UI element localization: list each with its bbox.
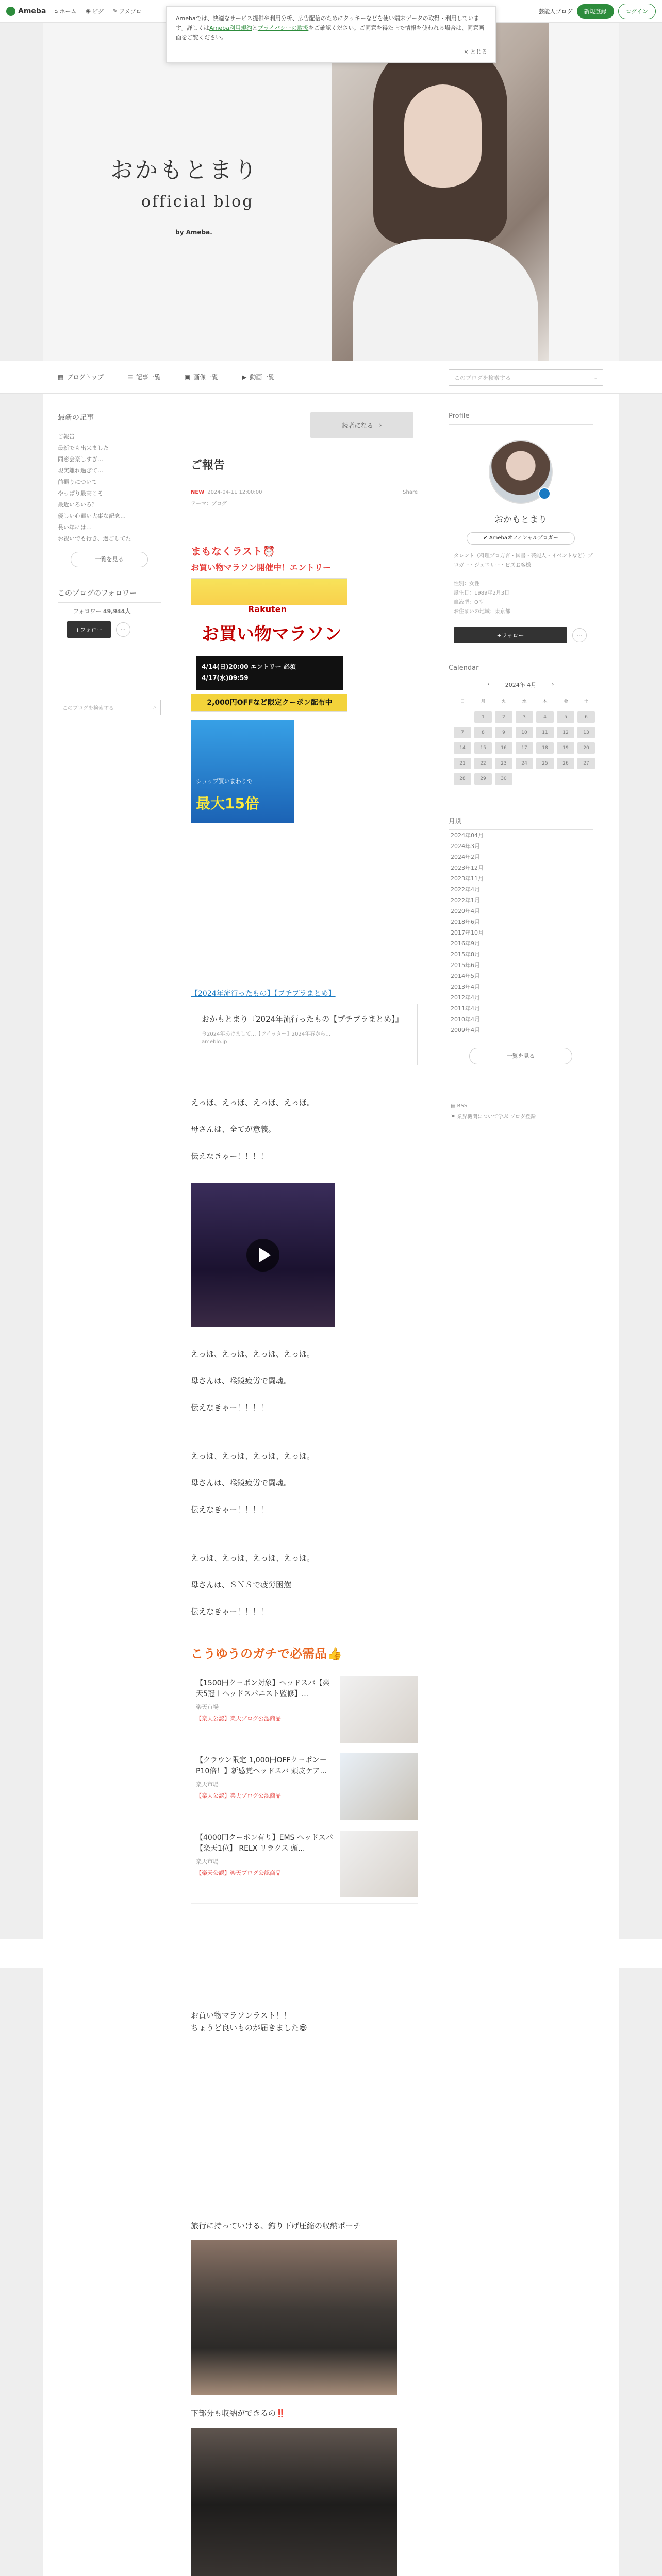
headline-last: まもなくラスト⏰ xyxy=(191,545,276,557)
recent-entry[interactable]: ご報告 xyxy=(58,433,75,440)
calendar-day[interactable]: 19 xyxy=(557,742,574,754)
pouch-photo[interactable] xyxy=(191,2240,397,2395)
calendar-day xyxy=(536,773,554,785)
image-icon: ▣ xyxy=(184,373,191,381)
product-image xyxy=(340,1676,418,1743)
home-icon: ⌂ xyxy=(54,8,58,14)
calendar-day[interactable]: 26 xyxy=(557,758,574,769)
calendar-day[interactable]: 15 xyxy=(474,742,492,754)
product-card[interactable]: 【1500円クーポン対象】ヘッドスパ【楽天5冠＋ヘッドスパニスト監修】... 楽天市場 【楽天公認】楽天ブログ公認商品 xyxy=(191,1672,418,1749)
profile-name[interactable]: おかもとまり xyxy=(494,515,547,525)
entry-text: 母さんは、全てが意義。 xyxy=(191,1125,276,1134)
profile-description: タレント（料理プロ方言・図書・芸能人・イベントなど）ブロガー・ジュエリー・ビズお客様 xyxy=(454,553,593,568)
search-icon[interactable]: ⌕ xyxy=(153,704,156,710)
archive-item[interactable]: 2011年4月 xyxy=(451,1005,480,1012)
calendar-month: 2024年 4月 xyxy=(505,682,537,688)
calendar-day[interactable]: 6 xyxy=(577,711,595,723)
profile-more-button[interactable] xyxy=(572,628,587,642)
follow-button[interactable]: +フォロー xyxy=(67,621,111,638)
archive-more-button[interactable]: 一覧を見る xyxy=(469,1048,572,1064)
blog-title: おかもとまり xyxy=(110,157,259,183)
archive-item[interactable]: 2013年4月 xyxy=(451,984,480,990)
new-badge: NEW xyxy=(191,489,205,495)
archive-item[interactable]: 2009年4月 xyxy=(451,1027,480,1033)
recent-entry[interactable]: 長い年には… xyxy=(58,524,92,531)
chevron-right-icon: › xyxy=(379,421,382,429)
right-sidebar xyxy=(449,412,593,1123)
entry-main-lower xyxy=(191,2009,418,2576)
recent-entry[interactable]: お祝いでも行き、過ごしてた xyxy=(58,535,131,542)
page-gap xyxy=(0,1939,662,1968)
archive-item[interactable]: 2014年5月 xyxy=(451,973,480,979)
calendar-day xyxy=(557,773,574,785)
followers-title: このブログのフォロワー xyxy=(58,588,161,603)
calendar-weekday: 水 xyxy=(522,699,527,704)
calendar-day[interactable]: 16 xyxy=(495,742,512,754)
profile-title: Profile xyxy=(449,412,593,425)
recent-entries-list xyxy=(58,431,161,545)
archive-item[interactable]: 2015年6月 xyxy=(451,962,480,969)
must-have-heading: こうゆうのガチで必需品👍 xyxy=(191,1647,342,1661)
calendar-day[interactable]: 24 xyxy=(516,758,533,769)
archive-item[interactable]: 2018年6月 xyxy=(451,919,480,925)
nav-ameblo[interactable]: ✎ アメブロ xyxy=(112,8,142,15)
calendar-day[interactable]: 14 xyxy=(454,742,471,754)
recent-entry[interactable]: 前撮りについて xyxy=(58,479,97,485)
entry-theme[interactable]: テーマ：ブログ xyxy=(191,501,227,507)
calendar-day[interactable]: 30 xyxy=(495,773,512,785)
calendar-day[interactable]: 13 xyxy=(577,727,595,738)
archive-item[interactable]: 2016年9月 xyxy=(451,940,480,947)
archive-item[interactable]: 2024年3月 xyxy=(451,843,480,850)
entry-text: えっほ、えっほ、えっほ、えっほ。 xyxy=(191,1098,315,1107)
entry-text: ちょうど良いものが届きました😄 xyxy=(191,2023,307,2032)
nav-image-list[interactable]: ▣ 画像一覧 xyxy=(184,373,219,381)
list-icon: ☰ xyxy=(127,373,133,381)
profile-follow-button[interactable]: +フォロー xyxy=(454,627,567,643)
ameba-logo[interactable]: Ameba xyxy=(6,7,46,16)
auth-area xyxy=(539,4,656,19)
entry-text: 下部分も収納ができるの‼️ xyxy=(191,2409,286,2418)
entry-meta xyxy=(191,484,418,495)
ameba-logo-icon xyxy=(6,7,15,16)
calendar-day[interactable]: 28 xyxy=(454,773,471,785)
calendar-day[interactable]: 9 xyxy=(495,727,512,738)
calendar-day[interactable]: 7 xyxy=(454,727,471,738)
calendar-grid xyxy=(449,696,593,785)
calendar-day xyxy=(516,773,533,785)
calendar-title: Calendar xyxy=(449,664,593,676)
entry-text: 伝えなきゃー！！！！ xyxy=(191,1607,269,1616)
archive-item[interactable]: 2023年12月 xyxy=(451,865,484,871)
entry-text: 伝えなきゃー！！！！ xyxy=(191,1151,269,1161)
calendar-day[interactable]: 8 xyxy=(474,727,492,738)
archive-item[interactable]: 2022年1月 xyxy=(451,897,480,904)
entry-text: お買い物マラソンラスト！！ xyxy=(191,2011,291,2020)
archive-item[interactable]: 2010年4月 xyxy=(451,1016,480,1023)
become-reader-button[interactable]: 読者になる › xyxy=(310,412,413,438)
archive-item[interactable]: 2023年11月 xyxy=(451,875,484,882)
next-month-icon[interactable]: › xyxy=(552,681,554,687)
archive-item[interactable]: 2012年4月 xyxy=(451,994,480,1001)
recent-more-button[interactable]: 一覧を見る xyxy=(71,552,148,567)
login-button[interactable]: ログイン xyxy=(618,4,656,19)
calendar-day[interactable]: 23 xyxy=(495,758,512,769)
product-card[interactable]: 【クラウン限定 1,000円OFFクーポン＋P10倍！】新感覚ヘッドスパ 頭皮ケア... 楽天市場 【楽天公認】楽天ブログ公認商品 xyxy=(191,1749,418,1826)
calendar-day[interactable]: 10 xyxy=(516,727,533,738)
celebrity-blog-link[interactable]: 芸能人ブログ xyxy=(538,8,573,15)
archive-item[interactable]: 2015年8月 xyxy=(451,951,480,958)
entry-text: 旅行に持っていける、釣り下げ圧縮の収納ポーチ xyxy=(191,2221,361,2230)
dots-icon: ⋯ xyxy=(120,626,126,633)
sidebar-search-input[interactable]: このブログを検索する ⌕ xyxy=(58,700,161,715)
entry-date: 2024-04-11 12:00:00 xyxy=(207,489,262,495)
entry-title: ご報告 xyxy=(191,459,225,472)
entry-video[interactable] xyxy=(191,1183,335,1327)
archive-item[interactable]: 2020年4月 xyxy=(451,908,480,914)
calendar-day[interactable]: 27 xyxy=(577,758,595,769)
calendar-day xyxy=(454,711,471,723)
rakuten-points-banner[interactable]: ショップ買いまわりで 最大15倍 xyxy=(191,720,294,823)
archive-item[interactable]: 2017年10月 xyxy=(451,929,484,936)
report-link[interactable]: ⚑ 業界機関について学ぶ ブログ登録 xyxy=(451,1114,536,1120)
calendar-day[interactable]: 12 xyxy=(557,727,574,738)
privacy-link[interactable]: プライバシーの取扱 xyxy=(257,24,309,31)
blog-nav-bar xyxy=(0,361,662,394)
official-blogger-badge[interactable]: ✔ Amebaオフィシャルブロガー xyxy=(467,532,575,545)
archive-item[interactable]: 2024年04月 xyxy=(451,832,484,839)
calendar-weekday: 日 xyxy=(460,699,465,704)
play-icon[interactable] xyxy=(246,1239,279,1272)
grid-icon: ▦ xyxy=(58,373,64,381)
product-image xyxy=(340,1831,418,1897)
prev-month-icon[interactable]: ‹ xyxy=(487,681,490,687)
calendar-day[interactable]: 4 xyxy=(536,711,554,723)
header-photo-shirt xyxy=(353,239,538,361)
product-image xyxy=(340,1753,418,1820)
archive xyxy=(449,816,593,1064)
followers-box xyxy=(58,588,161,638)
blog-subtitle: official blog xyxy=(141,193,254,211)
recent-entries-title: 最新の記事 xyxy=(58,412,161,427)
archive-list xyxy=(449,830,593,1036)
entry-text: 母さんは、ＳＮＳで疲労困憊 xyxy=(191,1580,292,1589)
recent-entry[interactable]: 最新でも出来ました xyxy=(58,445,109,451)
calendar-weekday: 火 xyxy=(501,699,506,704)
share-button[interactable]: Share xyxy=(403,489,418,495)
product-card[interactable]: 【4000円クーポン有り】EMS ヘッドスパ【楽天1位】 RELX リラクス 頭... 楽天市場 【楽天公認】楽天ブログ公認商品 xyxy=(191,1826,418,1904)
entry-text: 伝えなきゃー！！！！ xyxy=(191,1505,269,1514)
more-options-button[interactable] xyxy=(116,622,130,637)
archive-title: 月別 xyxy=(449,816,593,830)
flag-icon: ⚑ xyxy=(451,1114,457,1120)
entry-text: えっほ、えっほ、えっほ、えっほ。 xyxy=(191,1451,315,1461)
pen-icon: ✎ xyxy=(112,8,118,14)
check-icon: ✔ xyxy=(483,535,489,541)
blog-search-input[interactable]: このブログを検索する ⌕ xyxy=(449,369,603,386)
entry-main xyxy=(191,412,418,1904)
recent-entry[interactable]: 最近いろいろ？ xyxy=(58,501,97,508)
blog-header-image xyxy=(43,23,619,361)
recent-entry[interactable]: 優しい心遣い大事な記念… xyxy=(58,513,126,519)
profile-info: 性別：女性 誕生日：1989年2月3日 血液型：O型 お住まいの地域：東京都 xyxy=(454,581,510,615)
calendar-day[interactable]: 18 xyxy=(536,742,554,754)
blog-card[interactable]: おかもとまり『2024年流行ったもの【プチプラまとめ】』 今2024年あけまして…【ツイッター】2024年春から… ameblo.jp xyxy=(191,1004,418,1065)
entry-text: 伝えなきゃー！！！！ xyxy=(191,1403,269,1412)
nav-home[interactable]: ⌂ ホーム xyxy=(54,8,77,15)
entry-text: 母さんは、喉鏡疲労で闘魂。 xyxy=(191,1376,292,1385)
avatar[interactable] xyxy=(489,440,553,504)
by-ameba: by Ameba. xyxy=(175,229,212,236)
recent-entry[interactable]: 現実離れ過ぎて… xyxy=(58,467,103,474)
consent-close-button[interactable]: × とじる xyxy=(464,48,487,56)
nav-entry-list[interactable]: ☰ 記事一覧 xyxy=(127,373,161,381)
video-icon: ▶ xyxy=(242,373,247,381)
cookie-consent-dialog: Amebaでは、快適なサービス提供や利用分析、広告配信のためにクッキーなどを使い端末データの取得・利用しています。詳しくはAmeba利用規約とプライバシーの取扱をご確認ください。ご同意を得た上で情報を使われる場合は、同意画面をご覧ください。 × とじる xyxy=(166,6,496,63)
verified-badge-icon xyxy=(538,487,551,500)
nav-video-list[interactable]: ▶ 動画一覧 xyxy=(242,373,275,381)
left-sidebar xyxy=(58,412,161,715)
sidebar-links xyxy=(449,1100,593,1123)
header-photo-face xyxy=(404,84,482,188)
calendar-weekday: 土 xyxy=(584,699,589,704)
terms-link[interactable]: Ameba利用規約 xyxy=(209,24,252,31)
calendar-day[interactable]: 2 xyxy=(495,711,512,723)
recent-entry[interactable]: 同窓会楽しすぎ… xyxy=(58,456,103,463)
calendar-day[interactable]: 25 xyxy=(536,758,554,769)
related-entry-link[interactable]: 【2024年流行ったもの】【プチプラまとめ】 xyxy=(191,990,336,998)
nav-blog-top[interactable]: ▦ ブログトップ xyxy=(58,373,104,381)
calendar-day[interactable]: 20 xyxy=(577,742,595,754)
calendar-day[interactable]: 3 xyxy=(516,711,533,723)
rakuten-marathon-banner[interactable]: Rakuten お買い物マラソン 4/14(日)20:00 エントリー 必須 4/17(水)09:59 2,000円OFFなど限定クーポン配布中 xyxy=(191,578,347,712)
calendar-day[interactable]: 21 xyxy=(454,758,471,769)
calendar-day xyxy=(577,773,595,785)
close-icon: × xyxy=(464,48,470,56)
calendar-day[interactable]: 22 xyxy=(474,758,492,769)
rss-link[interactable]: ▤ RSS xyxy=(451,1103,468,1109)
global-nav xyxy=(54,7,141,15)
calendar-day[interactable]: 29 xyxy=(474,773,492,785)
calendar-weekday: 木 xyxy=(542,699,548,704)
pigg-icon: ◉ xyxy=(86,8,91,14)
entry-text: えっほ、えっほ、えっほ、えっほ。 xyxy=(191,1553,315,1563)
calendar-day[interactable]: 1 xyxy=(474,711,492,723)
archive-item[interactable]: 2022年4月 xyxy=(451,886,480,893)
calendar-day[interactable]: 11 xyxy=(536,727,554,738)
archive-item[interactable]: 2024年2月 xyxy=(451,854,480,860)
headline-marathon: お買い物マラソン開催中！エントリー xyxy=(191,563,332,572)
calendar-weekday: 月 xyxy=(481,699,486,704)
calendar-weekday: 金 xyxy=(563,699,568,704)
calendar-day[interactable]: 17 xyxy=(516,742,533,754)
recent-entry[interactable]: やっぱり最高こそ xyxy=(58,490,103,497)
entry-text: 母さんは、喉鏡疲労で闘魂。 xyxy=(191,1478,292,1487)
signup-button[interactable]: 新規登録 xyxy=(577,4,614,19)
pouch-photo[interactable] xyxy=(191,2428,397,2576)
calendar-day[interactable]: 5 xyxy=(557,711,574,723)
nav-pigg[interactable]: ◉ ピグ xyxy=(86,8,104,15)
entry-text: えっほ、えっほ、えっほ、えっほ。 xyxy=(191,1349,315,1359)
dots-icon: ⋯ xyxy=(577,632,582,638)
follower-count: フォロワー 49,944人 xyxy=(73,608,131,615)
search-icon[interactable]: ⌕ xyxy=(594,374,598,381)
calendar xyxy=(449,664,593,785)
rss-icon: ▤ xyxy=(451,1103,457,1109)
